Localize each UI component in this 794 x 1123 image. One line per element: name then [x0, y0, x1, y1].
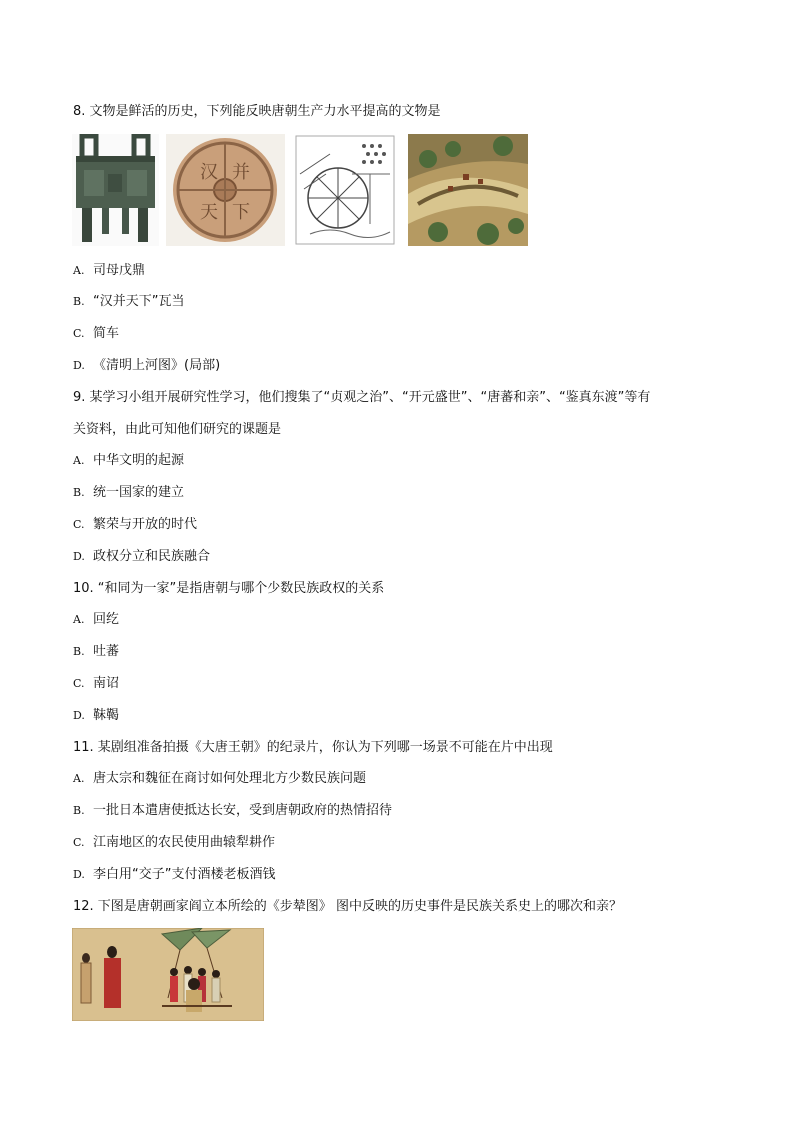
qingming-painting-image: [408, 134, 528, 246]
option-text: 吐蕃: [93, 644, 120, 659]
q11-option-a: [73, 770, 366, 788]
q10-stem: 10. “和同为一家”是指唐朝与哪个少数民族政权的关系: [73, 581, 385, 596]
option-letter: A.: [73, 613, 85, 626]
option-text: 靺鞨: [93, 708, 120, 723]
q10-option-b: [73, 643, 119, 661]
option-text: 政权分立和民族融合: [93, 549, 211, 564]
tongche-sketch-image: [290, 134, 400, 246]
option-letter: B.: [73, 804, 85, 817]
option-letter: D.: [73, 709, 85, 722]
option-letter: D.: [73, 359, 85, 372]
q11-stem: 11. 某剧组准备拍摄《大唐王朝》的纪录片，你认为下列哪一场景不可能在片中出现: [73, 740, 553, 755]
option-letter: B.: [73, 645, 85, 658]
option-letter: D.: [73, 550, 85, 563]
q8-option-b: [73, 293, 184, 311]
q10-option-a: [73, 611, 119, 629]
q8-option-d: [73, 357, 220, 375]
option-text: 简车: [93, 326, 120, 341]
option-letter: A.: [73, 454, 85, 467]
option-text: 统一国家的建立: [93, 485, 185, 500]
option-text: 繁荣与开放的时代: [93, 517, 198, 532]
option-letter: C.: [73, 518, 85, 531]
q9-stem-line2: 关资料，由此可知他们研究的课题是: [73, 422, 282, 437]
option-text: 中华文明的起源: [93, 453, 185, 468]
q11-option-b: [73, 802, 392, 820]
wadang-image: [166, 134, 285, 246]
wadang-char-4: 下: [232, 202, 250, 223]
option-letter: C.: [73, 677, 85, 690]
q8-stem: 8. 文物是鲜活的历史，下列能反映唐朝生产力水平提高的文物是: [73, 104, 441, 119]
option-text: 唐太宗和魏征在商讨如何处理北方少数民族问题: [93, 771, 367, 786]
q10-option-d: [73, 707, 119, 725]
option-letter: D.: [73, 868, 85, 881]
q10-option-c: [73, 675, 119, 693]
q9-stem-line1: 9. 某学习小组开展研究性学习，他们搜集了“贞观之治”、“开元盛世”、“唐蕃和亲”、“鉴真东渡”等有: [73, 390, 651, 405]
option-letter: C.: [73, 327, 85, 340]
q11-option-d: [73, 866, 275, 884]
option-letter: B.: [73, 486, 85, 499]
option-letter: C.: [73, 836, 85, 849]
option-text: 司母戊鼎: [93, 263, 146, 278]
wadang-char-3: 天: [200, 202, 218, 223]
q9-option-a: [73, 452, 184, 470]
wadang-char-1: 汉: [200, 162, 218, 183]
option-text: 李白用“交子”支付酒楼老板酒钱: [93, 867, 276, 882]
simuwu-ding-image: [72, 134, 159, 246]
option-text: 南诏: [93, 676, 120, 691]
option-text: 回纥: [93, 612, 120, 627]
option-letter: B.: [73, 295, 85, 308]
q9-option-d: [73, 548, 210, 566]
option-text: 江南地区的农民使用曲辕犁耕作: [93, 835, 276, 850]
wadang-char-2: 并: [232, 162, 250, 183]
option-text: 一批日本遣唐使抵达长安，受到唐朝政府的热情招待: [93, 803, 393, 818]
q8-option-a: [73, 262, 145, 280]
option-text: “汉并天下”瓦当: [93, 294, 185, 309]
option-letter: A.: [73, 772, 85, 785]
q9-option-b: [73, 484, 184, 502]
q9-option-c: [73, 516, 197, 534]
q11-option-c: [73, 834, 275, 852]
q8-option-c: [73, 325, 119, 343]
option-text: 《清明上河图》(局部): [93, 358, 221, 373]
bunian-tu-image: [72, 928, 264, 1021]
option-letter: A.: [73, 264, 85, 277]
q12-stem: 12. 下图是唐朝画家阎立本所绘的《步辇图》 图中反映的历史事件是民族关系史上的哪次和亲？: [73, 899, 622, 914]
